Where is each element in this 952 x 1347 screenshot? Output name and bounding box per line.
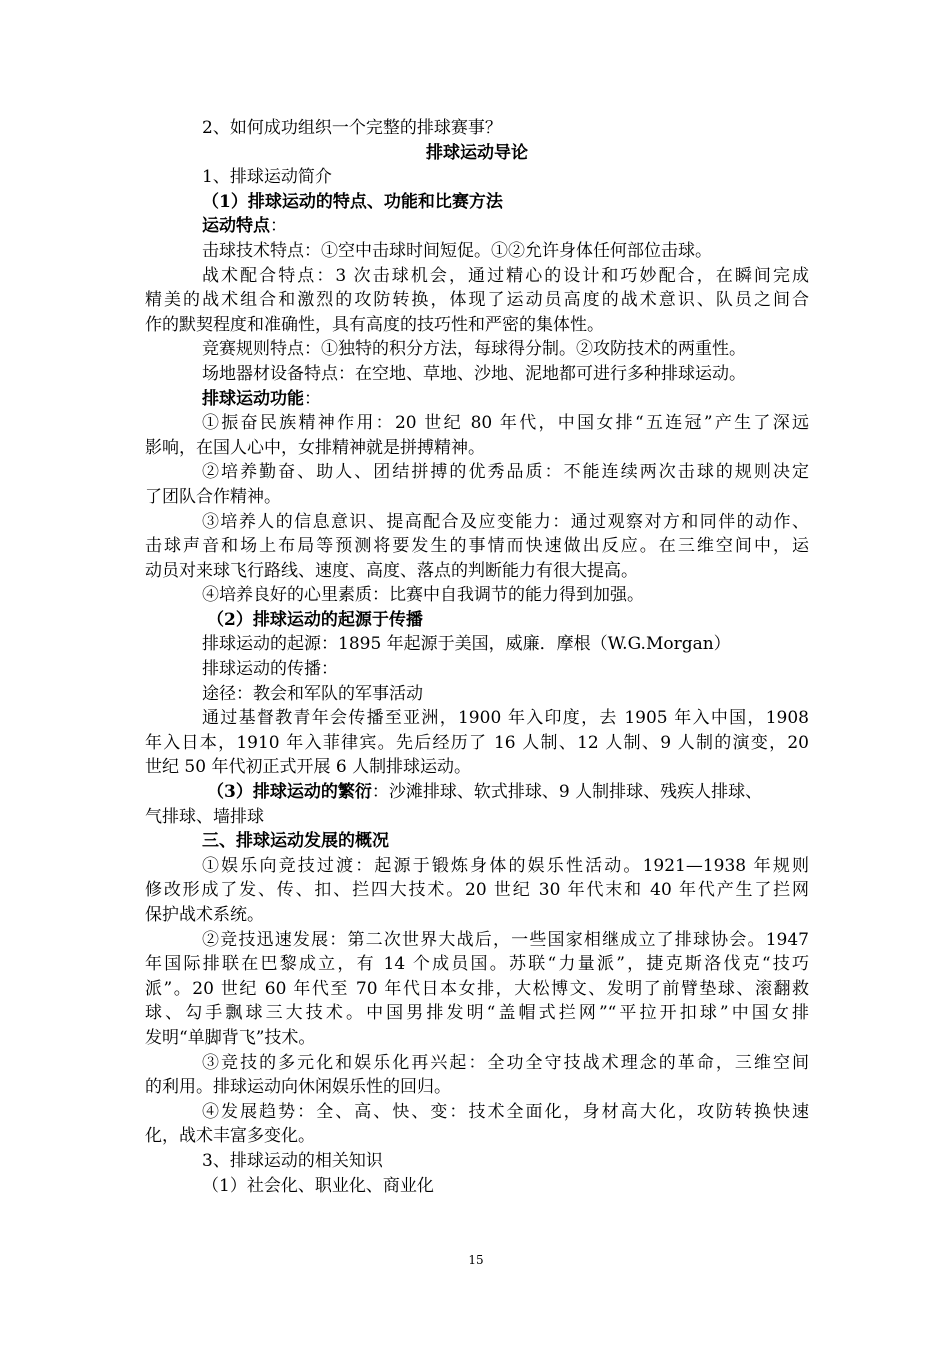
paragraph-line: 球、勾手飘球三大技术。中国男排发明“盖帽式拦网”“平拉开扣球”中国女排 bbox=[145, 1003, 809, 1024]
paragraph-line: 的利用。排球运动向休闲娱乐性的回归。 bbox=[145, 1077, 451, 1098]
paragraph-line: 通过基督教青年会传播至亚洲，1900 年入印度，去 1905 年入中国，1908 bbox=[202, 708, 809, 729]
paragraph-line: ③竞技的多元化和娱乐化再兴起：全功全守技战术理念的革命，三维空间 bbox=[202, 1052, 809, 1073]
chapter-title: 排球运动导论 bbox=[426, 142, 528, 163]
paragraph-line: 影响，在国人心中，女排精神就是拼搏精神。 bbox=[145, 437, 485, 458]
paragraph-line: 化，战术丰富多变化。 bbox=[145, 1126, 315, 1147]
section-heading: 三、排球运动发展的概况 bbox=[202, 831, 389, 852]
paragraph-line: 排球运动的传播： bbox=[202, 659, 338, 680]
paragraph-line: ①振奋民族精神作用：20 世纪 80 年代，中国女排“五连冠”产生了深远 bbox=[202, 413, 809, 434]
paragraph-line bbox=[145, 780, 809, 805]
text-run: ： bbox=[270, 216, 287, 237]
section-heading: 3、排球运动的相关知识 bbox=[202, 1150, 383, 1171]
paragraph-line: ④培养良好的心里素质：比赛中自我调节的能力得到加强。 bbox=[202, 585, 644, 606]
question-line: 2、如何成功组织一个完整的排球赛事？ bbox=[202, 118, 502, 138]
paragraph-line: 修改形成了发、传、扣、拦四大技术。20 世纪 30 年代末和 40 年代产生了拦网 bbox=[145, 880, 809, 901]
paragraph-line bbox=[145, 214, 809, 239]
paragraph-line: ④发展趋势：全、高、快、变：技术全面化，身材高大化，攻防转换快速 bbox=[202, 1101, 809, 1122]
paragraph-line: 精美的战术组合和激烈的攻防转换，体现了运动员高度的战术意识、队员之间合 bbox=[145, 290, 809, 311]
paragraph-line: 发明“单脚背飞”技术。 bbox=[145, 1027, 316, 1048]
paragraph-line: ②竞技迅速发展：第二次世界大战后，一些国家相继成立了排球协会。1947 bbox=[202, 929, 809, 950]
paragraph-line: 排球运动的起源：1895 年起源于美国，威廉．摩根（W.G.Morgan） bbox=[202, 634, 731, 655]
paragraph-line: 场地器材设备特点：在空地、草地、沙地、泥地都可进行多种排球运动。 bbox=[202, 363, 746, 384]
paragraph-line: 世纪 50 年代初正式开展 6 人制排球运动。 bbox=[145, 757, 472, 778]
paragraph-line: 击球声音和场上布局等预测将要发生的事情而快速做出反应。在三维空间中，运 bbox=[145, 536, 809, 557]
subsection-heading: （2）排球运动的起源于传播 bbox=[207, 609, 423, 630]
text-run: ： bbox=[304, 388, 321, 409]
paragraph-line: （1）社会化、职业化、商业化 bbox=[202, 1175, 434, 1196]
page-number: 15 bbox=[468, 1253, 484, 1267]
paragraph-line: 战术配合特点：3 次击球机会，通过精心的设计和巧妙配合，在瞬间完成 bbox=[202, 265, 809, 286]
paragraph-line: ②培养勤奋、助人、团结拼搏的优秀品质：不能连续两次击球的规则决定 bbox=[202, 462, 809, 483]
paragraph-line bbox=[145, 387, 809, 412]
paragraph-line: ③培养人的信息意识、提高配合及应变能力：通过观察对方和同伴的动作、 bbox=[202, 511, 809, 532]
paragraph-line: ①娱乐向竞技过渡：起源于锻炼身体的娱乐性活动。1921—1938 年规则 bbox=[202, 855, 809, 876]
page-content bbox=[145, 116, 809, 1198]
bold-label: 排球运动功能 bbox=[202, 388, 304, 409]
section-heading: 1、排球运动简介 bbox=[202, 167, 332, 188]
subsection-heading: （1）排球运动的特点、功能和比赛方法 bbox=[202, 191, 503, 212]
paragraph-line: 年入日本，1910 年入菲律宾。先后经历了 16 人制、12 人制、9 人制的演变，20 bbox=[145, 732, 809, 753]
bold-label: （3）排球运动的繁衍 bbox=[207, 782, 372, 803]
paragraph-line: 竞赛规则特点：①独特的积分方法，每球得分制。②攻防技术的两重性。 bbox=[202, 339, 746, 360]
paragraph-line: 气排球、墙排球 bbox=[145, 806, 264, 827]
paragraph-line: 击球技术特点：①空中击球时间短促。①②允许身体任何部位击球。 bbox=[202, 240, 712, 261]
paragraph-line: 途径：教会和军队的军事活动 bbox=[202, 683, 423, 704]
paragraph-line: 动员对来球飞行路线、速度、高度、落点的判断能力有很大提高。 bbox=[145, 560, 638, 581]
text-run: ：沙滩排球、软式排球、9 人制排球、残疾人排球、 bbox=[371, 782, 763, 803]
paragraph-line: 作的默契程度和准确性，具有高度的技巧性和严密的集体性。 bbox=[145, 314, 604, 335]
paragraph-line: 年国际排联在巴黎成立，有 14 个成员国。苏联“力量派”，捷克斯洛伐克“技巧 bbox=[145, 954, 809, 975]
bold-label: 运动特点 bbox=[202, 216, 270, 237]
paragraph-line: 了团队合作精神。 bbox=[145, 486, 281, 507]
paragraph-line: 派”。20 世纪 60 年代至 70 年代日本女排，大松博文、发明了前臂垫球、滚翻救 bbox=[145, 978, 809, 999]
paragraph-line: 保护战术系统。 bbox=[145, 905, 264, 925]
